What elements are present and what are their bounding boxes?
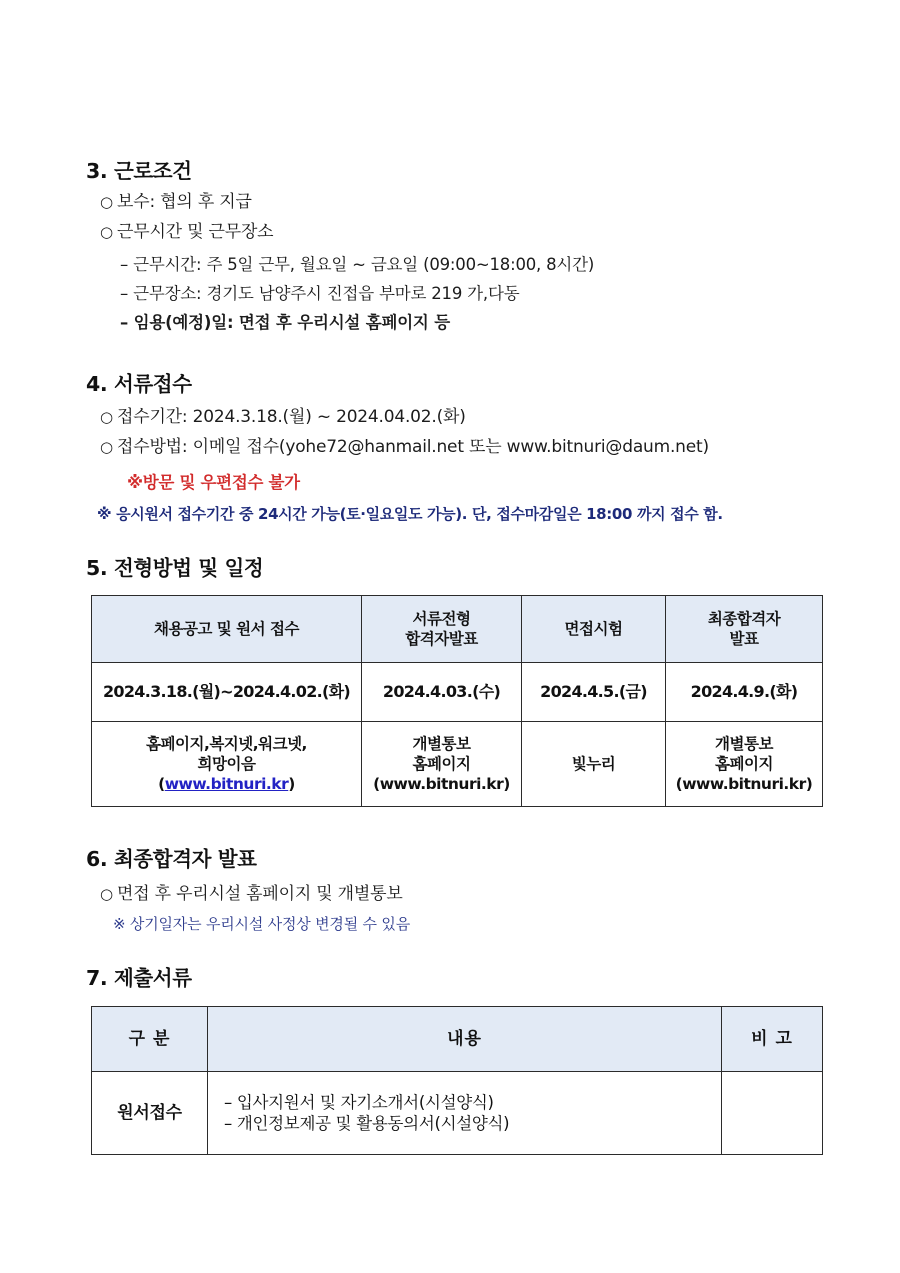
section4-bullet-1: [100, 407, 466, 428]
section3-bullet-1: [100, 192, 252, 213]
circle-bullet-icon: ○: [100, 408, 113, 426]
section6-bullet-1: [100, 884, 403, 905]
section3-dash-2: – 근무장소: 경기도 남양주시 진접읍 부마로 219 가,다동: [120, 284, 520, 303]
documents-cell-remark: [722, 1072, 823, 1155]
schedule-date-cell-4: 2024.4.9.(화): [666, 663, 823, 722]
circle-bullet-icon: ○: [100, 885, 113, 903]
documents-header-cell-gubun: 구 분: [92, 1007, 208, 1072]
section-heading-7: 7. 제출서류: [86, 966, 192, 990]
section4-blue-note: ※ 응시원서 접수기간 중 24시간 가능(토·일요일도 가능). 단, 접수마감일은 18:00 까지 접수 함.: [97, 505, 723, 523]
section3-bullet-2-label: 근무시간 및 근무장소: [117, 222, 274, 242]
section-heading-5: 5. 전형방법 및 일정: [86, 556, 264, 580]
section6-bullet-1-label: 면접 후 우리시설 홈페이지 및 개별통보: [117, 884, 403, 904]
documents-cell-gubun: 원서접수: [92, 1072, 208, 1155]
bitnuri-homepage-link[interactable]: www.bitnuri.kr: [164, 775, 289, 794]
section3-dash-3: – 임용(예정)일: 면접 후 우리시설 홈페이지 등: [120, 313, 450, 332]
schedule-site-cell-3: 빛누리: [522, 722, 666, 807]
schedule-header-cell-2: 서류전형 합격자발표: [362, 596, 522, 663]
documents-table-row: [92, 1072, 823, 1155]
schedule-table-site-row: [92, 722, 823, 807]
schedule-table: [91, 595, 823, 807]
section3-dash-1: – 근무시간: 주 5일 근무, 월요일 ~ 금요일 (09:00~18:00, 8시간): [120, 255, 595, 274]
documents-table-header-row: [92, 1007, 823, 1072]
schedule-header-cell-3: 면접시험: [522, 596, 666, 663]
documents-cell-content: – 입사지원서 및 자기소개서(시설양식) – 개인정보제공 및 활용동의서(시설양식): [208, 1072, 722, 1155]
schedule-site-cell-1: 홈페이지,복지넷,워크넷, 희망이음 (www.bitnuri.kr): [92, 722, 362, 807]
schedule-site-cell-2: 개별통보 홈페이지 (www.bitnuri.kr): [362, 722, 522, 807]
schedule-header-cell-1: 채용공고 및 원서 접수: [92, 596, 362, 663]
schedule-site-cell-4: 개별통보 홈페이지 (www.bitnuri.kr): [666, 722, 823, 807]
section-heading-3: 3. 근로조건: [86, 159, 192, 183]
section4-bullet-1-label: 접수기간: 2024.3.18.(월) ~ 2024.04.02.(화): [117, 407, 466, 427]
schedule-date-cell-2: 2024.4.03.(수): [362, 663, 522, 722]
section4-red-note: ※방문 및 우편접수 불가: [127, 473, 300, 492]
documents-table: [91, 1006, 823, 1155]
section6-blue-note: ※ 상기일자는 우리시설 사정상 변경될 수 있음: [113, 915, 410, 933]
circle-bullet-icon: ○: [100, 193, 113, 211]
section-heading-4: 4. 서류접수: [86, 372, 192, 396]
circle-bullet-icon: ○: [100, 223, 113, 241]
section-heading-6: 6. 최종합격자 발표: [86, 847, 257, 871]
schedule-header-cell-4: 최종합격자 발표: [666, 596, 823, 663]
section3-bullet-1-label: 보수: 협의 후 지급: [117, 192, 252, 212]
section4-bullet-2-label: 접수방법: 이메일 접수(yohe72@hanmail.net 또는 www.bitnuri@daum.net): [117, 437, 709, 457]
schedule-table-date-row: [92, 663, 823, 722]
homepage-link-wrapper: (www.bitnuri.kr): [158, 775, 295, 794]
circle-bullet-icon: ○: [100, 438, 113, 456]
schedule-date-cell-1: 2024.3.18.(월)~2024.4.02.(화): [92, 663, 362, 722]
section4-bullet-2: [100, 437, 709, 458]
section3-bullet-2: [100, 222, 273, 243]
schedule-date-cell-3: 2024.4.5.(금): [522, 663, 666, 722]
documents-header-cell-content: 내용: [208, 1007, 722, 1072]
schedule-table-header-row: [92, 596, 823, 663]
documents-header-cell-remark: 비 고: [722, 1007, 823, 1072]
